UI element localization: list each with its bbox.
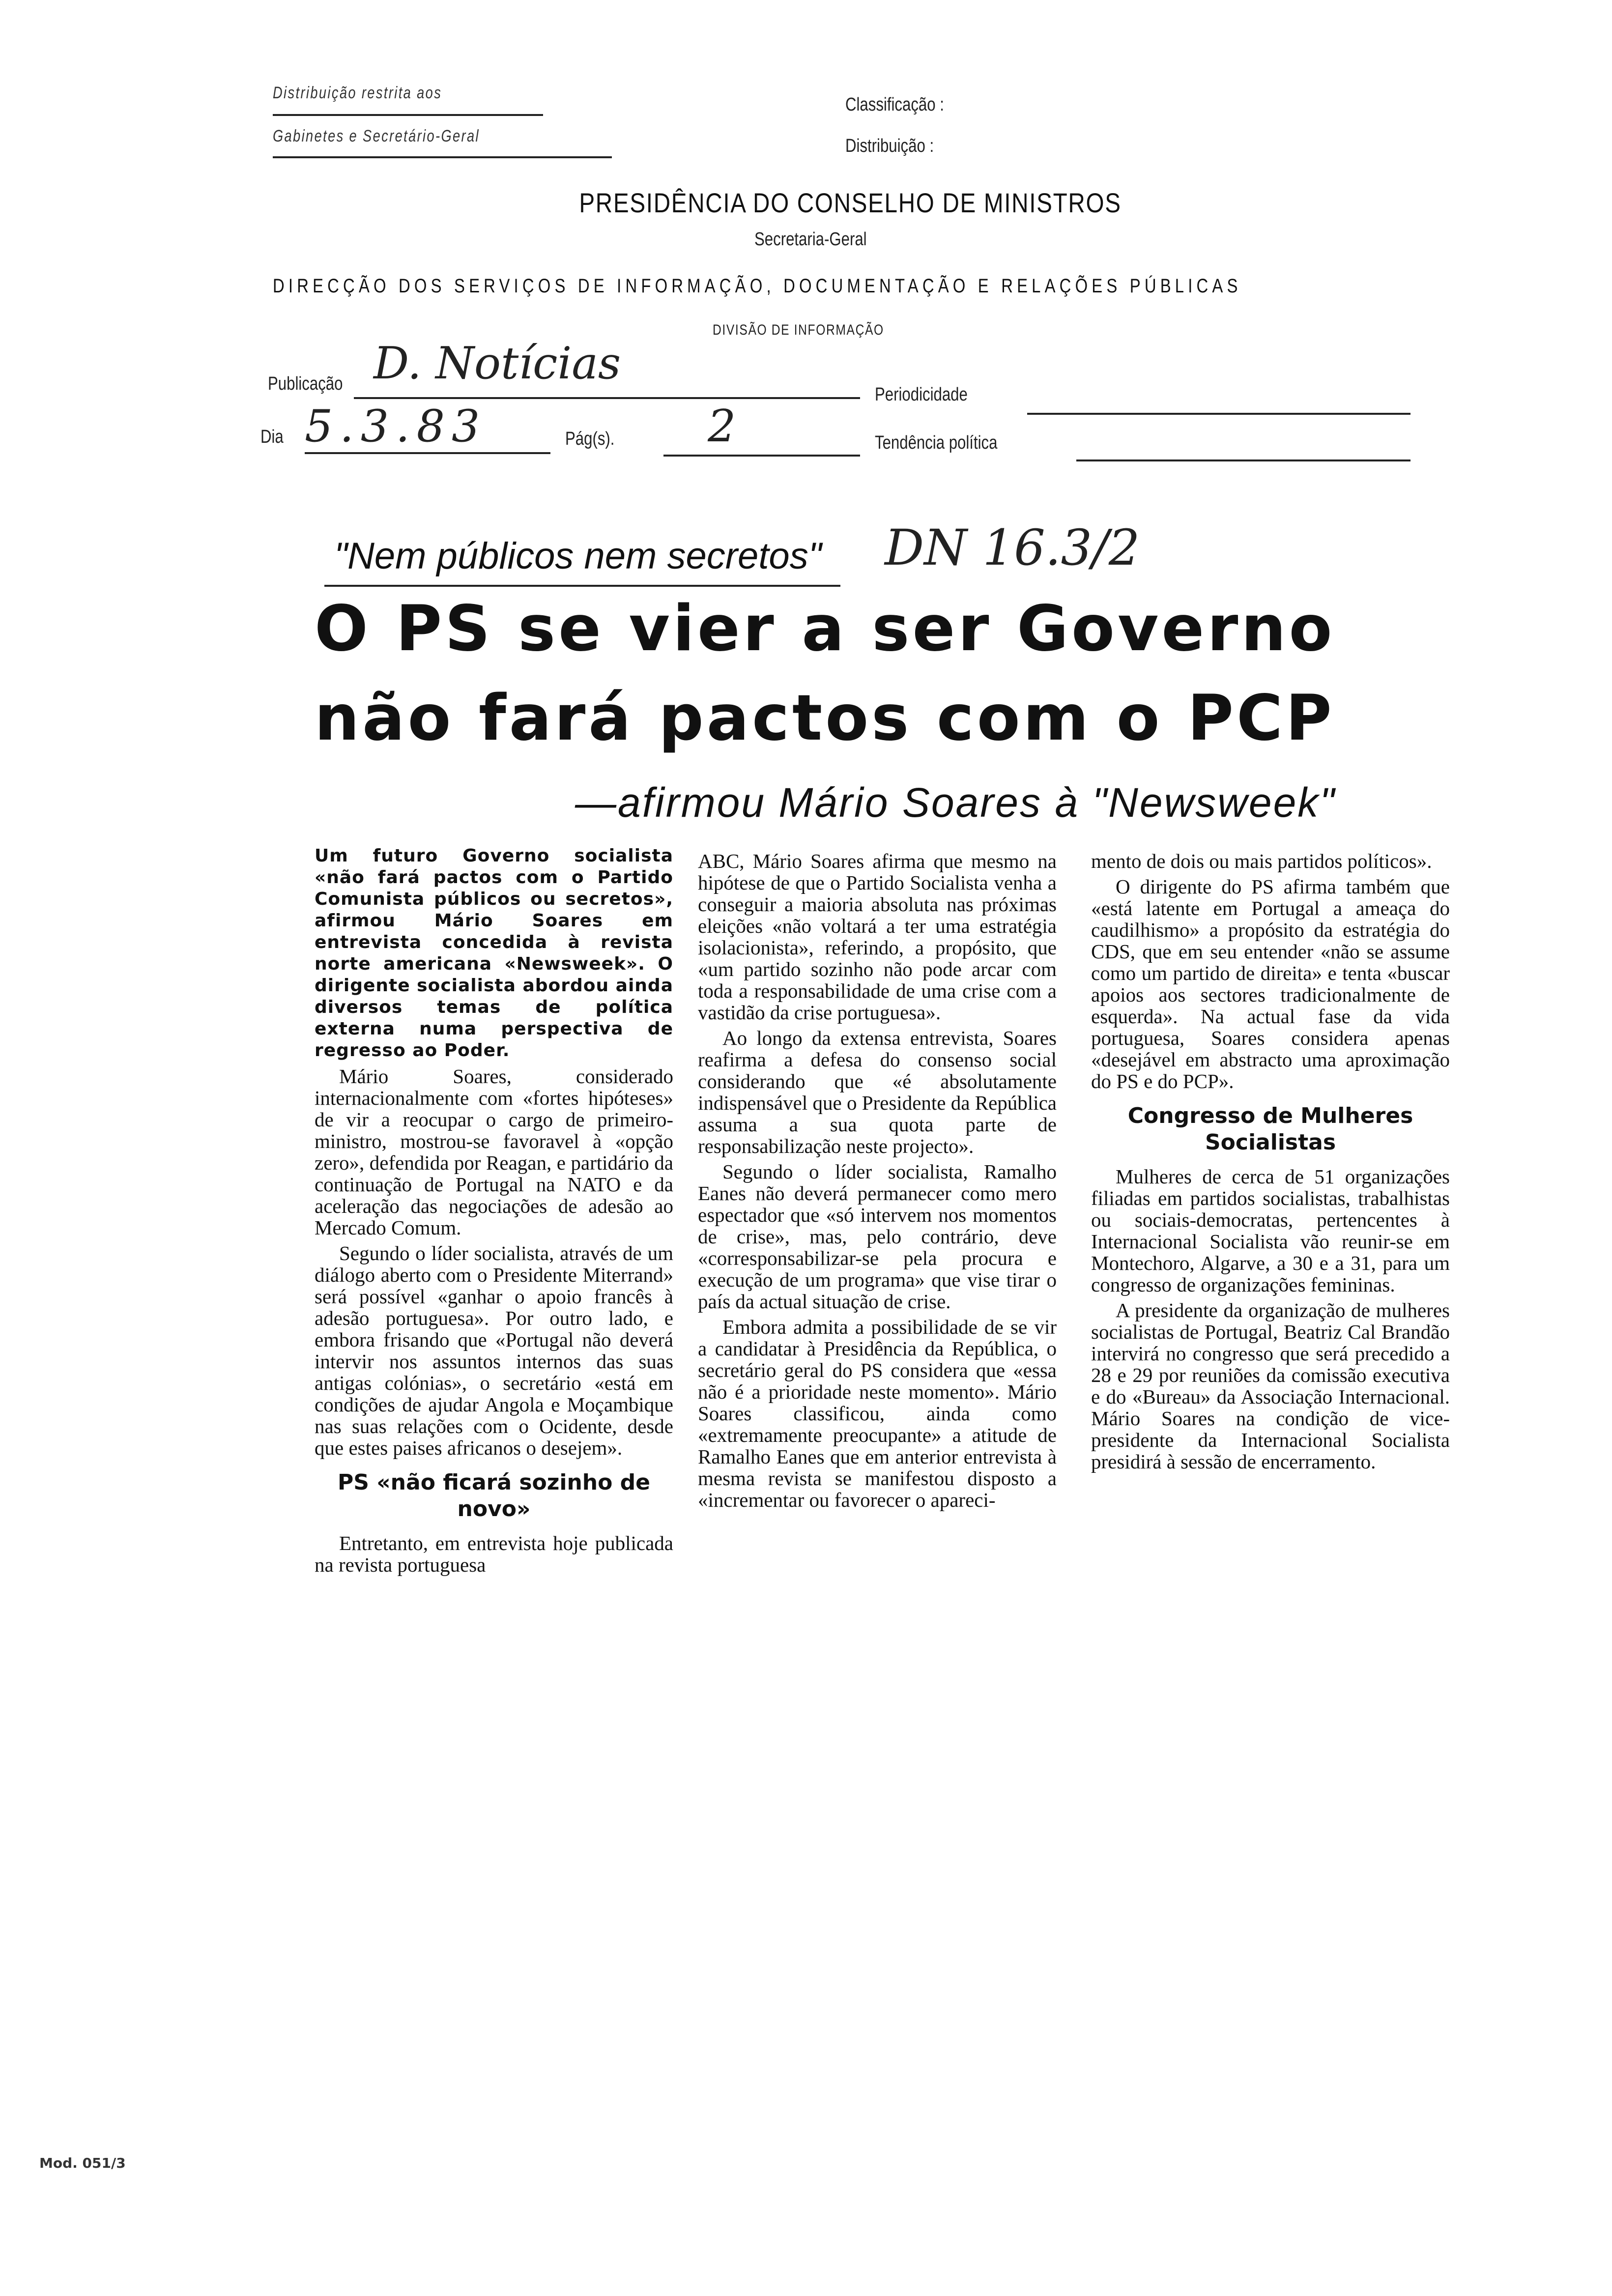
tendencia-label: Tendência política [875, 432, 998, 453]
secretariat-label: Secretaria-Geral [754, 229, 867, 250]
headline-line1: O PS se vier a ser Governo [315, 592, 1335, 665]
handwritten-annotation: DN 16.3/2 [885, 519, 1140, 576]
paragraph: Segundo o líder socialista, Ramalho Eanes não deverá permanecer como mero espectador que «só intervem nos momentos de crise», mas, pelo contrário, deve «corresponsabilizar-se pela procura e execução de um programa» que vise tirar o país da actual situação de crise. [698, 1160, 1057, 1313]
distribuicao-label: Distribuição : [845, 136, 934, 156]
classificacao-label: Classificação : [845, 94, 944, 115]
paragraph: A presidente da organização de mulheres socialistas de Portugal, Beatriz Cal Brandão intervirá no congresso que será precedido a 28 e 29 por reuniões da comissão executiva e do «Bureau» da Associação Internacional. Mário Soares na condição de vice-presidente da Internacional Socialista presidirá à sessão de encerramento. [1091, 1299, 1450, 1473]
subheading: Congresso de Mulheres Socialistas [1127, 1103, 1413, 1155]
paragraph: Segundo o líder socialista, através de um diálogo aberto com o Presidente Miterrand» será possível «ganhar o apoio francês à adesão portuguesa». Por outro lado, e embora frisando que «Portugal não deverá intervir nos assuntos internos das suas antigas colónias», o secretário «está em condições de ajudar Angola e Moçambique nas suas relações com o Ocidente, desde que estes paises africanos o desejem». [315, 1242, 673, 1459]
article-column-1 [315, 845, 673, 1579]
paragraph: Embora admita a possibilidade de se vir a candidatar à Presidência da República, o secretário geral do PS considera que «essa não é a prioridade neste momento». Mário Soares classificou, ainda como «extremamente preocupante» a atitude de Ramalho Eanes que em anterior entrevista à mesma revista se manifestou disposto a «incrementar ou favorecer o apareci- [698, 1316, 1057, 1511]
dia-handwritten: 5.3.83 [305, 401, 487, 452]
publicacao-field-line [354, 397, 860, 399]
pags-handwritten: 2 [708, 401, 736, 452]
distribution-note-line1: Distribuição restrita aos [273, 84, 442, 102]
divider [273, 114, 543, 116]
tendencia-field-line [1076, 459, 1410, 461]
paragraph: Ao longo da extensa entrevista, Soares reafirma a defesa do consenso social considerando que «é absolutamente indispensável que o Presidente da República assuma a sua quota parte de responsabilização neste projecto». [698, 1027, 1057, 1157]
distribution-note-line2: Gabinetes e Secretário-Geral [273, 127, 480, 145]
article-byline: —afirmou Mário Soares à "Newsweek" [575, 779, 1336, 826]
publicacao-label: Publicação [268, 373, 343, 394]
directorate-label: DIRECÇÃO DOS SERVIÇOS DE INFORMAÇÃO, DOCUMENTAÇÃO E RELAÇÕES PÚBLICAS [273, 275, 1242, 297]
paragraph: Entretanto, em entrevista hoje publicada na revista portuguesa [315, 1532, 673, 1576]
kicker-underline [324, 585, 840, 587]
institution-title: PRESIDÊNCIA DO CONSELHO DE MINISTROS [579, 187, 1122, 218]
division-label: DIVISÃO DE INFORMAÇÃO [713, 322, 884, 338]
paragraph: Mário Soares, considerado internacionalmente com «fortes hipóteses» de vir a reocupar o cargo de primeiro-ministro, mostrou-se favoravel à «opção zero», defendida por Reagan, e partidário da continuação de Portugal na NATO e da aceleração das negociações de adesão ao Mercado Comum. [315, 1065, 673, 1239]
article-kicker: "Nem públicos nem secretos" [334, 535, 822, 577]
pags-field-line [663, 455, 860, 457]
paragraph: O dirigente do PS afirma também que «está latente em Portugal a ameaça do caudilhismo» a propósito da estratégia do CDS, que em seu entender «não se assume como um partido de direita» e tenta «buscar apoios aos sectores tradicionalmente de esquerda». Na actual fase da vida portuguesa, Soares considera apenas «desejável em abstracto uma aproximação do PS e do PCP». [1091, 875, 1450, 1092]
divider [273, 156, 612, 158]
pags-label: Pág(s). [565, 429, 615, 449]
periodicidade-field-line [1027, 413, 1410, 415]
paragraph: mento de dois ou mais partidos políticos». [1091, 850, 1432, 872]
form-code: Mod. 051/3 [39, 2155, 126, 2171]
article-lead: Um futuro Governo socialista «não fará pactos com o Partido Comunista públicos ou secretos», afirmou Mário Soares em entrevista concedida à revista norte americana «Newsweek». O dirigente socialista abordou ainda diversos temas de política externa numa perspectiva de regresso ao Poder. [315, 846, 673, 1061]
headline-line2: não fará pactos com o PCP [315, 682, 1335, 755]
article-column-3 [1091, 850, 1450, 1476]
paragraph: Mulheres de cerca de 51 organizações filiadas em partidos socialistas, trabalhistas ou sociais-democratas, pertencentes à Internacional Socialista vão reunir-se em Montechoro, Algarve, a 30 e a 31, para um congresso de organizações femininas. [1091, 1165, 1450, 1296]
publication-handwritten: D. Notícias [374, 338, 621, 389]
paragraph: ABC, Mário Soares afirma que mesmo na hipótese de que o Partido Socialista venha a conseguir a maioria absoluta nas próximas eleições «não voltará a ter uma estratégia isolacionista», referindo, a propósito, que «um partido sozinho não pode arcar com toda a responsabilidade de uma crise com a vastidão da crise portuguesa». [698, 850, 1057, 1024]
article-column-2 [698, 850, 1057, 1515]
subheading: PS «não ficará sozinho de novo» [338, 1470, 650, 1521]
dia-label: Dia [260, 427, 284, 447]
periodicidade-label: Periodicidade [875, 384, 968, 405]
dia-field-line [305, 452, 550, 454]
